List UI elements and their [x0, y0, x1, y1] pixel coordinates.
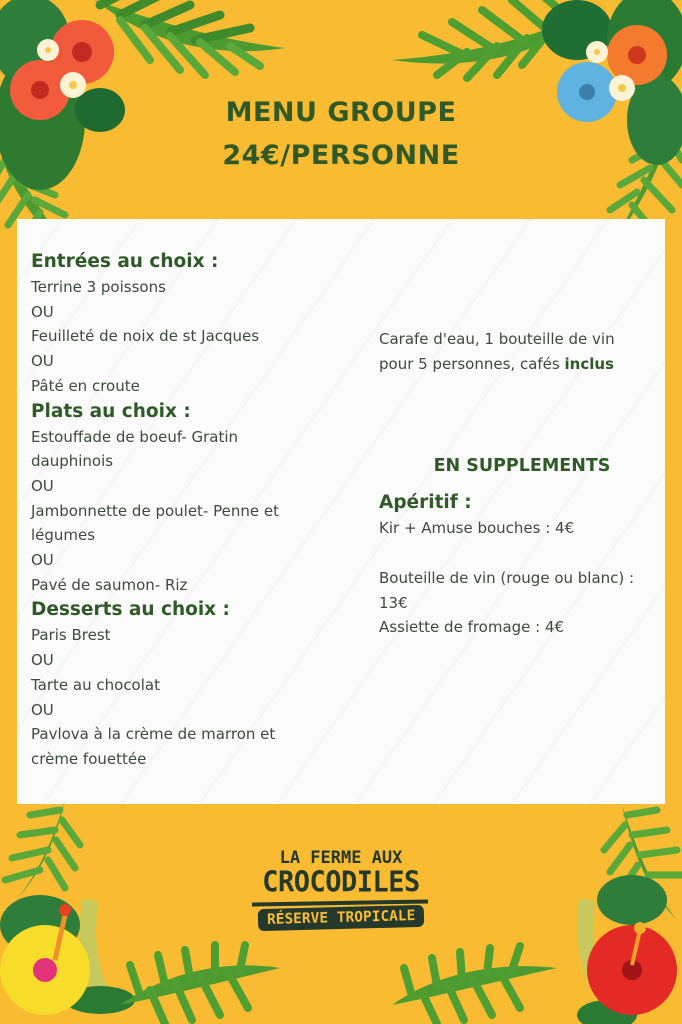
included-bold: inclus — [564, 354, 614, 373]
supplements-title: EN SUPPLEMENTS — [433, 456, 611, 477]
ferme-aux-crocodiles-logo — [248, 848, 434, 929]
supplement-line: Assiette de fromage : 4€ — [379, 618, 565, 637]
included-note — [379, 327, 659, 376]
menu-line: OU — [31, 302, 54, 321]
menu-line: Jambonnette de poulet- Penne et — [31, 501, 279, 520]
included-line — [379, 352, 659, 377]
menu-card — [17, 219, 665, 804]
menu-line: OU — [31, 651, 54, 670]
menu-price: 24€/PERSONNE — [222, 140, 460, 171]
menu-line: Pâté en croute — [31, 376, 140, 395]
menu-title: MENU GROUPE — [225, 97, 457, 128]
menu-line: OU — [31, 551, 54, 570]
section-heading: Desserts au choix : — [31, 599, 230, 621]
section-desserts — [31, 597, 351, 771]
section-heading: Entrées au choix : — [31, 251, 219, 272]
section-heading: Plats au choix : — [31, 400, 191, 422]
menu-line: Pavé de saumon- Riz — [31, 575, 188, 594]
logo-badge: RÉSERVE TROPICALE — [258, 905, 425, 931]
included-text: pour 5 personnes, cafés — [379, 354, 565, 373]
logo-line1: LA FERME AUX — [279, 848, 403, 868]
section-entrees — [31, 249, 351, 399]
menu-line: dauphinois — [31, 452, 114, 471]
menu-line: Terrine 3 poissons — [31, 278, 166, 296]
menu-line: Estouffade de boeuf- Gratin — [31, 427, 239, 446]
menu-line: légumes — [31, 526, 96, 545]
supplement-line: Kir + Amuse bouches : 4€ — [379, 519, 575, 538]
aperitif-heading: Apéritif : — [379, 492, 472, 514]
menu-line: OU — [31, 352, 54, 371]
menu-line: OU — [31, 700, 54, 719]
menu-line: OU — [31, 476, 54, 495]
menu-line: Paris Brest — [31, 626, 111, 645]
menu-line: crème fouettée — [31, 749, 147, 768]
logo-line2: CROCODILES — [262, 866, 420, 899]
menu-line: Tarte au chocolat — [31, 675, 160, 694]
supplement-line: Bouteille de vin (rouge ou blanc) : — [379, 568, 635, 587]
menu-line: Feuilleté de noix de st Jacques — [31, 327, 260, 346]
section-plats — [31, 399, 351, 598]
included-line: Carafe d'eau, 1 bouteille de vin — [379, 330, 615, 348]
menu-line: Pavlova à la crème de marron et — [31, 725, 276, 744]
courses-column — [31, 249, 351, 772]
extras-column — [379, 327, 659, 640]
supplement-line: 13€ — [379, 593, 408, 612]
